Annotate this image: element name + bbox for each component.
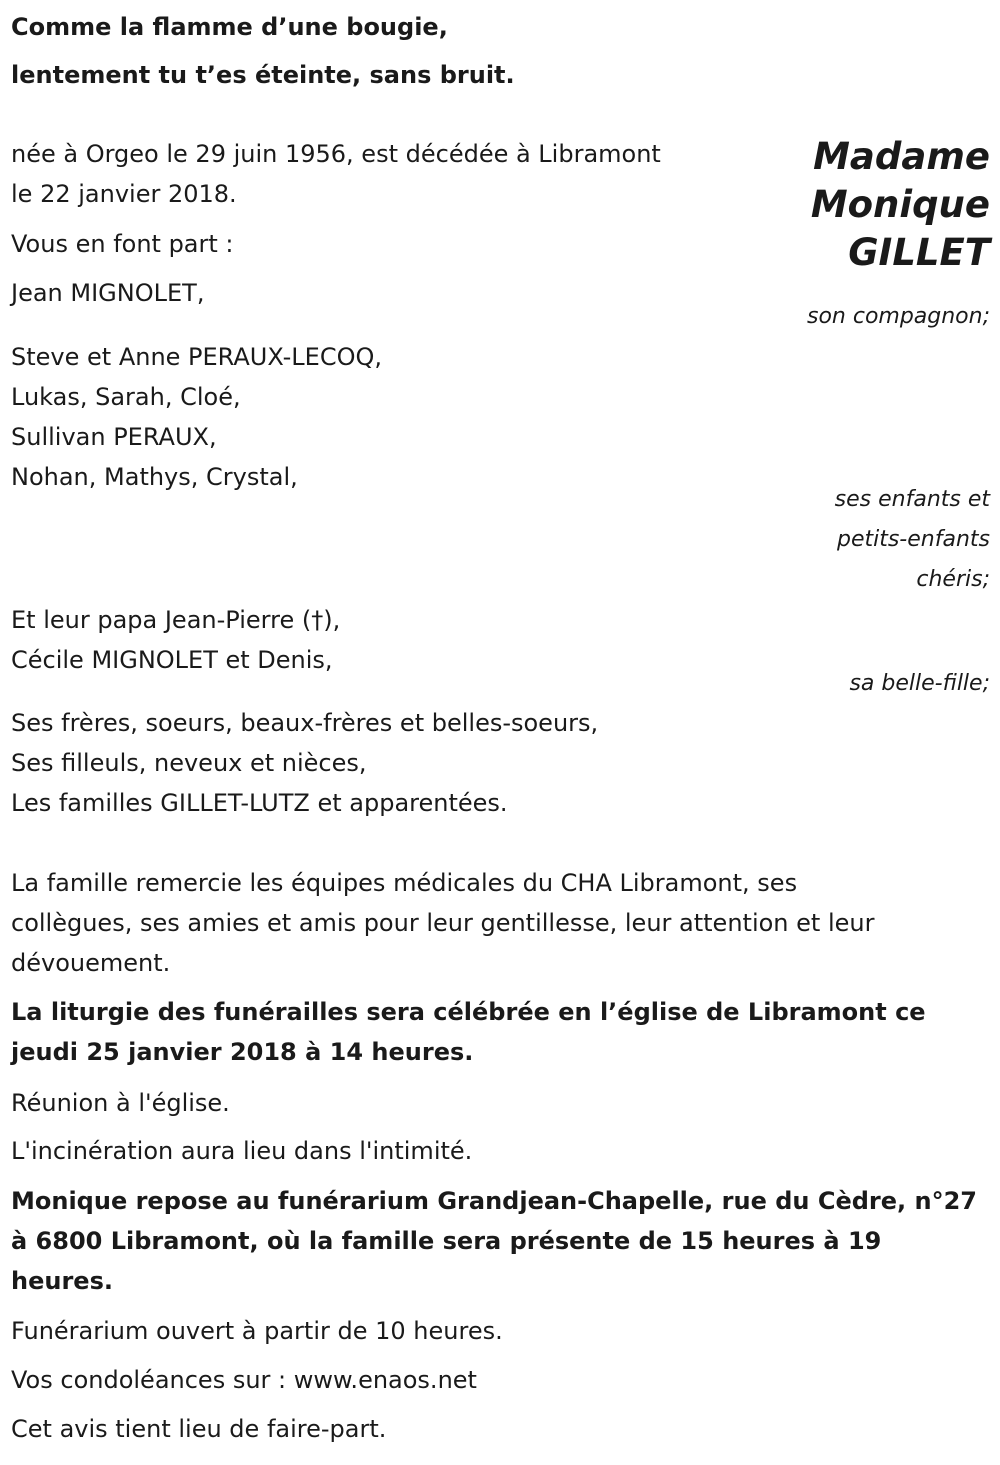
daughter-in-law-relation: sa belle-fille; [849, 671, 990, 696]
deceased-first-name: Monique [810, 183, 990, 226]
funeral-home-line-2: à 6800 Libramont, où la famille sera présente de 15 heures à 19 [11, 1227, 882, 1255]
thanks-line-2: collègues, ses amies et amis pour leur gentillesse, leur attention et leur [11, 909, 875, 937]
thanks-line-1: La famille remercie les équipes médicales du CHA Libramont, ses [11, 869, 798, 897]
companion-relation: son compagnon; [806, 304, 990, 329]
closing-note: Cet avis tient lieu de faire-part. [11, 1415, 387, 1443]
funeral-line-1: La liturgie des funérailles sera célébrée en l’église de Libramont ce [11, 998, 926, 1026]
children-relation-1: ses enfants et [834, 487, 990, 512]
children-relation-2: petits-enfants [836, 527, 990, 552]
opening-hours: Funérarium ouvert à partir de 10 heures. [11, 1317, 503, 1345]
children-line-3: Sullivan PERAUX, [11, 423, 217, 451]
extended-family-line-2: Ses filleuls, neveux et nièces, [11, 749, 367, 777]
birth-death-line-2: le 22 janvier 2018. [11, 180, 237, 208]
daughter-in-law-line-1: Et leur papa Jean-Pierre (†), [11, 606, 341, 634]
cremation-info: L'incinération aura lieu dans l'intimité. [11, 1137, 473, 1165]
companion-name: Jean MIGNOLET, [11, 279, 205, 307]
funeral-home-line-1: Monique repose au funérarium Grandjean-Chapelle, rue du Cèdre, n°27 [11, 1187, 977, 1215]
meeting-info: Réunion à l'église. [11, 1089, 230, 1117]
epigraph-line-2: lentement tu t’es éteinte, sans bruit. [11, 61, 515, 89]
extended-family-line-1: Ses frères, soeurs, beaux-frères et belles-soeurs, [11, 709, 599, 737]
children-line-2: Lukas, Sarah, Cloé, [11, 383, 241, 411]
funeral-home-line-3: heures. [11, 1267, 113, 1295]
funeral-line-2: jeudi 25 janvier 2018 à 14 heures. [11, 1038, 474, 1066]
condolences-info: Vos condoléances sur : www.enaos.net [11, 1366, 477, 1394]
children-line-4: Nohan, Mathys, Crystal, [11, 463, 298, 491]
extended-family-line-3: Les familles GILLET-LUTZ et apparentées. [11, 789, 508, 817]
deceased-last-name: GILLET [848, 231, 990, 274]
children-relation-3: chéris; [916, 567, 990, 592]
announcement-intro: Vous en font part : [11, 230, 234, 258]
thanks-line-3: dévouement. [11, 949, 171, 977]
daughter-in-law-line-2: Cécile MIGNOLET et Denis, [11, 646, 333, 674]
deceased-title: Madame [813, 135, 990, 178]
birth-death-line-1: née à Orgeo le 29 juin 1956, est décédée à Libramont [11, 140, 661, 168]
children-line-1: Steve et Anne PERAUX-LECOQ, [11, 343, 382, 371]
epigraph-line-1: Comme la flamme d’une bougie, [11, 13, 448, 41]
